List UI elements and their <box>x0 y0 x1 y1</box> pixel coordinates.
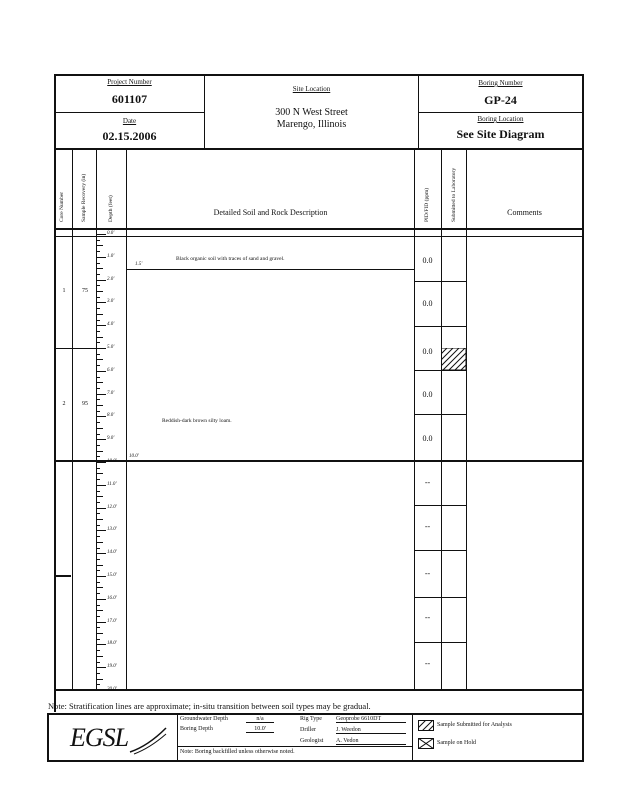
pid-reading: 0.0 <box>422 256 433 265</box>
depth-tick-label: 17.0' <box>107 618 117 624</box>
depth-axis <box>96 231 126 692</box>
logo-text: EGSL <box>70 723 129 752</box>
boring-number: GP-24 <box>484 93 517 107</box>
depth-tick-label: 7.0' <box>107 390 115 396</box>
col-pid: PID/FID (ppm) <box>424 187 430 222</box>
rig-type-value: Geoprobe 6610DT <box>336 716 406 723</box>
depth-tick-minor <box>96 245 103 246</box>
depth-tick-label: 20.0' <box>107 687 117 692</box>
boring-location-label: Boring Location <box>477 115 524 123</box>
depth-tick-label: 18.0' <box>107 641 117 647</box>
legend-submitted-label: Sample Submitted for Analysis <box>437 722 512 728</box>
depth-tick-minor <box>96 542 103 543</box>
depth-tick-minor <box>96 320 100 321</box>
depth-tick-major <box>96 576 106 577</box>
core-2-recovery: 95 <box>82 401 88 407</box>
depth-tick-label: 10.0' <box>107 459 117 464</box>
depth-tick-label: 15.0' <box>107 573 117 578</box>
depth-tick-minor <box>96 274 100 275</box>
col-submitted: Submitted to Laboratory <box>451 167 457 222</box>
pid-reading: 0.0 <box>422 390 433 399</box>
depth-tick-minor <box>96 513 100 514</box>
depth-tick-minor <box>96 331 100 332</box>
depth-tick-minor <box>96 627 100 628</box>
depth-tick-major <box>96 644 106 645</box>
depth-tick-major <box>96 302 106 303</box>
depth-tick-major <box>96 553 106 554</box>
depth-tick-minor <box>96 359 103 360</box>
depth-tick-minor <box>96 479 100 480</box>
col-depth: Depth (feet) <box>108 195 114 222</box>
depth-tick-minor <box>96 536 100 537</box>
core-1-number: 1 <box>62 288 66 294</box>
depth-tick-label: 4.0' <box>107 322 115 328</box>
depth-tick-minor <box>96 314 103 315</box>
depth-tick-minor <box>96 342 100 343</box>
depth-tick-major <box>96 371 106 372</box>
site-location-label: Site Location <box>292 85 331 93</box>
depth-tick-minor <box>96 582 100 583</box>
depth-tick-minor <box>96 656 103 657</box>
depth-tick-minor <box>96 297 100 298</box>
depth-tick-minor <box>96 673 100 674</box>
depth-tick-major <box>96 234 106 235</box>
legend-submitted-icon <box>418 720 434 731</box>
pid-reading: -- <box>424 569 431 578</box>
depth-tick-major <box>96 280 106 281</box>
depth-tick-label: 1.0' <box>107 253 115 259</box>
depth-tick-minor <box>96 496 103 497</box>
rig-type-label: Rig Type <box>300 716 322 722</box>
depth-tick-minor <box>96 411 100 412</box>
boring-location: See Site Diagram <box>456 127 545 141</box>
boring-date: 02.15.2006 <box>102 129 157 143</box>
depth-tick-minor <box>96 422 100 423</box>
pid-reading: -- <box>424 659 431 668</box>
depth-tick-minor <box>96 565 103 566</box>
depth-tick-minor <box>96 559 100 560</box>
col-sample-recovery: Sample Recovery (in) <box>81 173 87 222</box>
depth-tick-major <box>96 257 106 258</box>
depth-tick-minor <box>96 650 100 651</box>
depth-tick-label: 16.0' <box>107 595 117 601</box>
boring-number-label: Boring Number <box>478 79 523 87</box>
logo-swoosh-icon <box>128 726 168 756</box>
depth-tick-major <box>96 485 106 486</box>
groundwater-label: Groundwater Depth <box>180 716 228 722</box>
col-comments: Comments <box>507 208 542 217</box>
depth-tick-minor <box>96 639 100 640</box>
core-2-number: 2 <box>62 401 66 407</box>
depth-tick-minor <box>96 473 103 474</box>
depth-tick-minor <box>96 605 100 606</box>
depth-tick-label: 5.0' <box>107 345 115 350</box>
depth-tick-label: 8.0' <box>107 413 115 419</box>
layer-boundary-2 <box>55 460 583 462</box>
egsl-logo <box>70 723 128 753</box>
depth-tick-minor <box>96 268 103 269</box>
layer-2-depth: 10.0' <box>129 454 139 459</box>
depth-tick-label: 6.0' <box>107 367 115 373</box>
depth-tick-label: 9.0' <box>107 436 115 442</box>
depth-tick-label: 13.0' <box>107 527 117 533</box>
frame-right <box>582 74 584 762</box>
depth-tick-minor <box>96 456 100 457</box>
submitted-sample-hatch <box>441 348 466 370</box>
boring-depth-value: 10.0' <box>246 726 274 733</box>
depth-tick-minor <box>96 388 100 389</box>
depth-tick-minor <box>96 468 100 469</box>
depth-tick-major <box>96 667 106 668</box>
depth-tick-minor <box>96 684 100 685</box>
col-core-number: Core Number <box>59 191 65 222</box>
depth-tick-minor <box>96 399 100 400</box>
depth-tick-minor <box>96 519 103 520</box>
depth-tick-major <box>96 325 106 326</box>
layer-1-description: Black organic soil with traces of sand and gravel. <box>176 256 285 262</box>
depth-tick-minor <box>96 354 100 355</box>
depth-tick-minor <box>96 633 103 634</box>
depth-tick-label: 14.0' <box>107 550 117 556</box>
project-number-label: Project Number <box>107 78 152 86</box>
legend-hold-label: Sample on Hold <box>437 740 476 746</box>
layer-1-depth: 1.5' <box>135 262 143 267</box>
depth-tick-label: 2.0' <box>107 276 115 282</box>
depth-tick-minor <box>96 491 100 492</box>
depth-tick-minor <box>96 679 103 680</box>
depth-tick-minor <box>96 593 100 594</box>
pid-reading: -- <box>424 478 431 487</box>
depth-tick-minor <box>96 525 100 526</box>
core-1-recovery: 75 <box>82 288 88 294</box>
pid-reading: 0.0 <box>422 347 433 356</box>
depth-tick-label: 0.0' <box>107 231 115 236</box>
depth-tick-minor <box>96 434 100 435</box>
depth-tick-minor <box>96 365 100 366</box>
depth-tick-minor <box>96 377 100 378</box>
pid-reading: 0.0 <box>422 299 433 308</box>
boring-backfill-note: Note: Boring backfilled unless otherwise noted. <box>180 749 295 755</box>
date-label: Date <box>122 117 137 125</box>
depth-tick-label: 19.0' <box>107 664 117 670</box>
boring-depth-label: Boring Depth <box>180 726 213 732</box>
pid-reading: -- <box>424 613 431 622</box>
geologist-label: Geologist <box>300 738 324 744</box>
layer-boundary-1 <box>126 269 414 270</box>
depth-tick-minor <box>96 662 100 663</box>
depth-tick-minor <box>96 251 100 252</box>
depth-tick-major <box>96 530 106 531</box>
stratification-note: Note: Stratification lines are approximate; in-situ transition between soil types may be gradual. <box>48 701 371 711</box>
layer-2-description: Reddish-dark brown silty loam. <box>162 418 232 424</box>
site-address-line1: 300 N West Street <box>275 107 348 118</box>
pid-reading: 0.0 <box>422 434 433 443</box>
depth-tick-minor <box>96 285 100 286</box>
depth-tick-minor <box>96 445 100 446</box>
depth-tick-minor <box>96 502 100 503</box>
depth-tick-minor <box>96 428 103 429</box>
depth-tick-minor <box>96 405 103 406</box>
depth-tick-major <box>96 599 106 600</box>
driller-label: Driller <box>300 727 316 733</box>
depth-tick-minor <box>96 337 103 338</box>
frame-top <box>54 74 584 76</box>
depth-tick-minor <box>96 570 100 571</box>
depth-tick-major <box>96 394 106 395</box>
depth-tick-major <box>96 416 106 417</box>
depth-tick-minor <box>96 451 103 452</box>
depth-tick-major <box>96 348 106 349</box>
depth-tick-minor <box>96 382 103 383</box>
pid-reading: -- <box>424 522 431 531</box>
depth-tick-major <box>96 439 106 440</box>
geologist-value: A. Vedon <box>336 738 406 745</box>
depth-tick-minor <box>96 587 103 588</box>
depth-tick-label: 12.0' <box>107 504 117 510</box>
col-description: Detailed Soil and Rock Description <box>213 208 328 217</box>
depth-tick-minor <box>96 616 100 617</box>
driller-value: J. Weedon <box>336 727 406 734</box>
depth-tick-major <box>96 462 106 463</box>
depth-tick-minor <box>96 240 100 241</box>
project-number: 601107 <box>111 92 148 106</box>
frame-left <box>54 74 56 712</box>
depth-tick-major <box>96 508 106 509</box>
site-address-line2: Marengo, Illinois <box>276 119 347 130</box>
groundwater-value: n/a <box>246 716 274 723</box>
legend-hold-icon <box>418 738 434 749</box>
depth-tick-label: 11.0' <box>107 481 117 487</box>
depth-tick-minor <box>96 610 103 611</box>
depth-tick-minor <box>96 308 100 309</box>
depth-tick-minor <box>96 263 100 264</box>
depth-tick-label: 3.0' <box>107 299 115 305</box>
depth-tick-minor <box>96 548 100 549</box>
depth-tick-major <box>96 622 106 623</box>
depth-tick-minor <box>96 291 103 292</box>
